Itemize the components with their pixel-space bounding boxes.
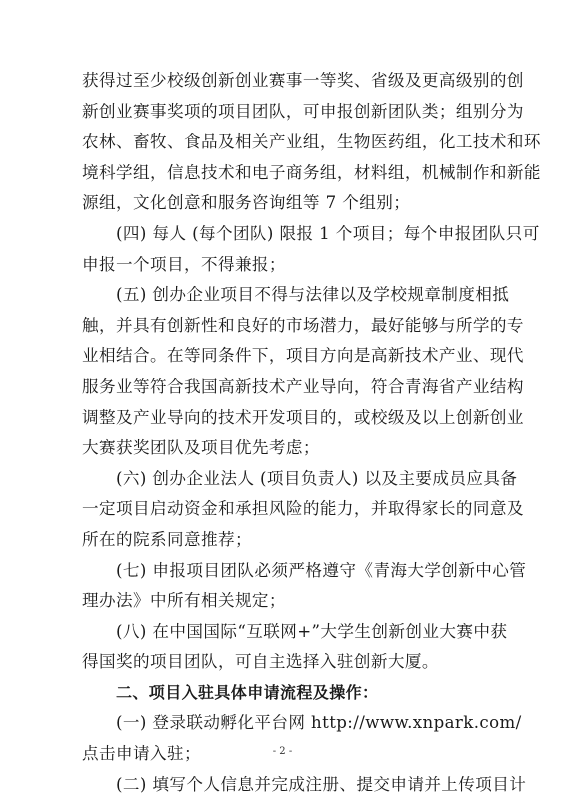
section-heading: 二、项目入驻具体申请流程及操作： (116, 682, 379, 702)
body-line-4: 境科学组，信息技术和电子商务组，材料组，机械制作和新能 (82, 162, 541, 182)
body-line-1: 获得过至少校级创新创业赛事一等奖、省级及更高级别的创 (82, 71, 524, 90)
clause-8-line-1: (八) 在中国国际“互联网+”大学生创新创业大赛中获 (116, 621, 508, 641)
clause-4-line-2: 申报一个项目，不得兼报； (82, 254, 286, 274)
step-1-line-2: 点击申请入驻； (82, 744, 201, 764)
clause-6-line-1: (六) 创办企业法人 (项目负责人) 以及主要成员应具备 (116, 468, 518, 488)
step-2-line-1: (二) 填写个人信息并完成注册、提交申请并上传项目计 (116, 774, 527, 794)
body-line-2: 新创业赛事奖项的项目团队，可申报创新团队类；组别分为 (82, 101, 524, 121)
clause-5-line-5: 调整及产业导向的技术开发项目的，或校级及以上创新创业 (82, 407, 524, 427)
body-line-5: 源组，文化创意和服务咨询组等 7 个组别； (82, 193, 411, 213)
clause-6-line-3: 所在的院系同意推荐； (82, 529, 252, 549)
clause-5-line-1: (五) 创办企业项目不得与法律以及学校规章制度相抵 (116, 285, 510, 305)
clause-5-line-3: 业相结合。在等同条件下，项目方向是高新技术产业、现代 (82, 346, 524, 366)
clause-5-line-4: 服务业等符合我国高新技术产业导向，符合青海省产业结构 (82, 376, 524, 396)
body-line-3: 农林、畜牧、食品及相关产业组，生物医药组，化工技术和环 (82, 132, 541, 152)
page-number: - 2 - (272, 746, 293, 757)
clause-4-line-1: (四) 每人 (每个团队) 限报 1 个项目；每个申报团队只可 (116, 223, 540, 243)
step-1-line-1: (一) 登录联动孵化平台网 http://www.xnpark.com/ (116, 713, 522, 733)
clause-8-line-2: 得国奖的项目团队，可自主选择入驻创新大厦。 (82, 652, 439, 672)
clause-5-line-2: 触，并具有创新性和良好的市场潜力，最好能够与所学的专 (82, 315, 524, 335)
clause-5-line-6: 大赛获奖团队及项目优先考虑； (82, 438, 320, 458)
clause-7-line-2: 理办法》中所有相关规定； (82, 591, 286, 611)
clause-7-line-1: (七) 申报项目团队必须严格遵守《青海大学创新中心管 (116, 560, 527, 580)
clause-6-line-2: 一定项目启动资金和承担风险的能力，并取得家长的同意及 (82, 499, 524, 519)
document-body (82, 66, 541, 800)
